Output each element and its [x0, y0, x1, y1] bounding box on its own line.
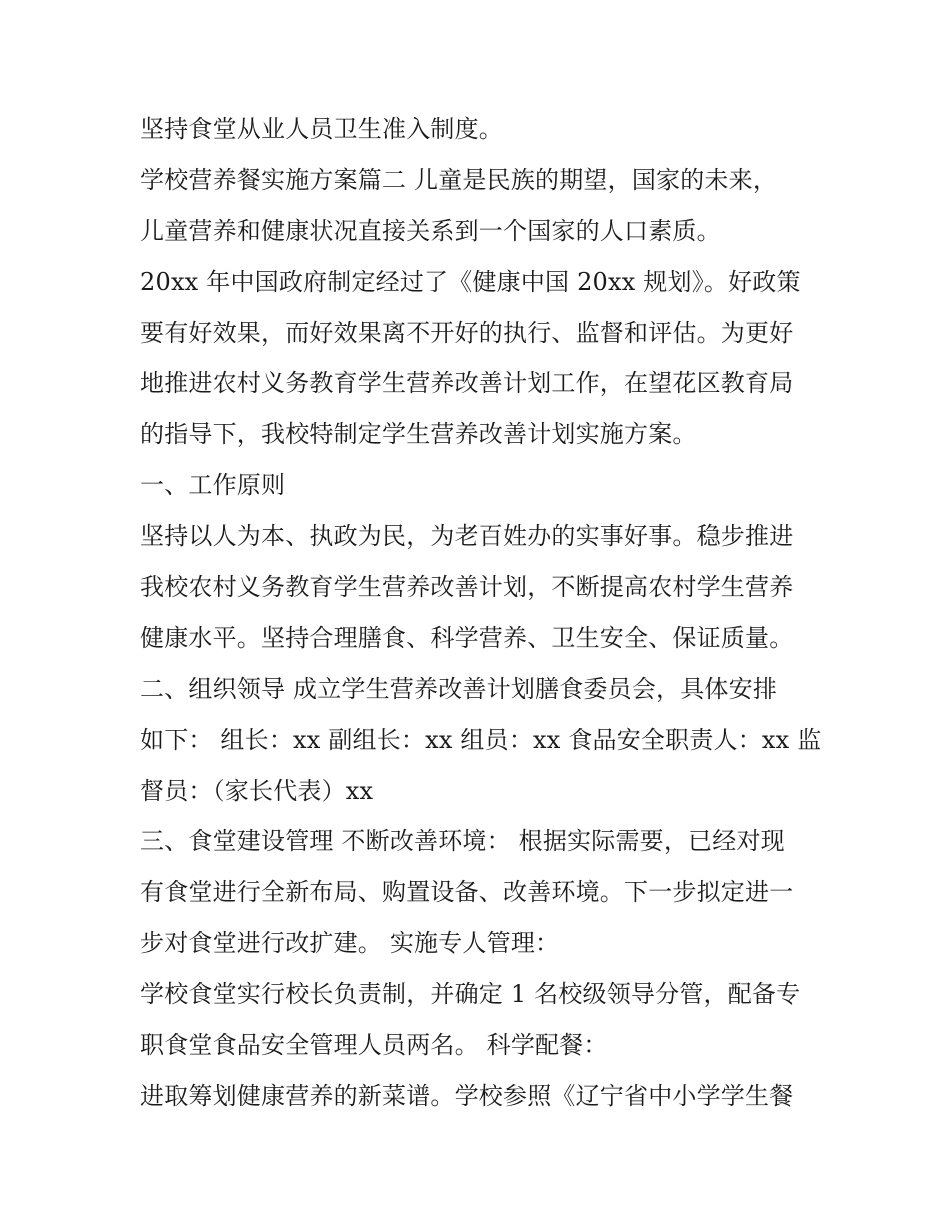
- text-line: 三、食堂建设管理 不断改善环境： 根据实际需要，已经对现: [140, 827, 785, 856]
- text-line: 学校食堂实行校长负责制，并确定 1 名校级领导分管，配备专: [140, 980, 801, 1009]
- text-line: 儿童营养和健康状况直接关系到一个国家的人口素质。: [140, 216, 721, 245]
- text-line: 坚持以人为本、执政为民，为老百姓办的实事好事。稳步推进: [140, 522, 794, 551]
- text-line: 督员：（家长代表）xx: [140, 776, 374, 805]
- text-line: 健康水平。坚持合理膳食、科学营养、卫生安全、保证质量。: [140, 623, 794, 652]
- text-line: 坚持食堂从业人员卫生准入制度。: [140, 115, 503, 143]
- section-heading: 一、工作原则: [140, 471, 286, 500]
- text-line: 职食堂食品安全管理人员两名。 科学配餐：: [140, 1031, 608, 1060]
- text-line: 地推进农村义务教育学生营养改善计划工作，在望花区教育局: [140, 369, 794, 398]
- text-line: 有食堂进行全新布局、购置设备、改善环境。下一步拟定进一: [140, 878, 794, 907]
- text-line: 的指导下，我校特制定学生营养改善计划实施方案。: [140, 420, 697, 449]
- text-line: 二、组织领导 成立学生营养改善计划膳食委员会，具体安排: [140, 674, 778, 703]
- document-body: [140, 104, 820, 1122]
- text-line: 进取筹划健康营养的新菜谱。学校参照《辽宁省中小学学生餐: [140, 1081, 794, 1110]
- text-line: 我校农村义务教育学生营养改善计划，不断提高农村学生营养: [140, 573, 794, 602]
- text-line: 步对食堂进行改扩建。 实施专人管理：: [140, 929, 560, 958]
- text-line: 如下： 组长：xx 副组长：xx 组员：xx 食品安全职责人：xx 监: [140, 725, 822, 754]
- text-line: 要有好效果，而好效果离不开好的执行、监督和评估。为更好: [140, 318, 794, 347]
- text-line: 学校营养餐实施方案篇二 儿童是民族的期望，国家的未来，: [140, 165, 778, 194]
- text-line: 20xx 年中国政府制定经过了《健康中国 20xx 规划》。好政策: [140, 267, 801, 296]
